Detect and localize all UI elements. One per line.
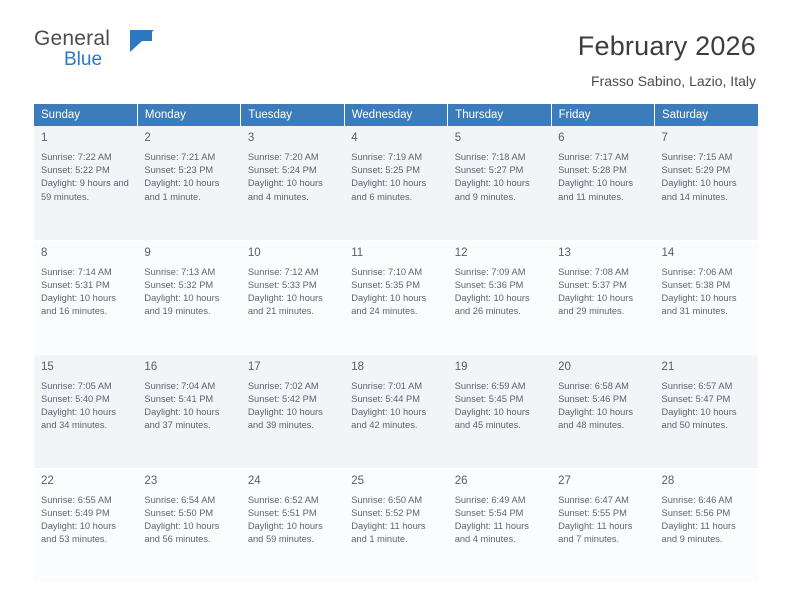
calendar-day-cell[interactable] [137,468,240,582]
sunset-text: Sunset: 5:25 PM [351,165,420,176]
daylight-text: Daylight: 10 hours and 59 minutes. [247,520,323,545]
sunset-text: Sunset: 5:35 PM [351,279,420,290]
calendar-day-cell[interactable] [34,468,137,582]
daylight-text: Daylight: 10 hours and 39 minutes. [247,406,323,431]
sunset-text: Sunset: 5:29 PM [661,165,731,176]
day-number: 11 [351,246,364,259]
day-number: 24 [247,474,261,487]
sunrise-text: Sunrise: 7:05 AM [41,380,112,391]
sunset-text: Sunset: 5:31 PM [41,279,110,290]
daylight-text: Daylight: 10 hours and 31 minutes. [661,292,737,317]
sunrise-text: Sunrise: 6:46 AM [661,494,733,505]
calendar-day-cell[interactable] [448,468,551,582]
sunset-text: Sunset: 5:41 PM [144,393,214,404]
calendar-day-cell[interactable] [344,240,447,354]
sunrise-text: Sunrise: 7:06 AM [661,266,733,277]
daylight-text: Daylight: 10 hours and 16 minutes. [41,292,116,317]
sunset-text: Sunset: 5:28 PM [558,165,627,176]
calendar-day-cell[interactable] [655,354,758,468]
day-number: 27 [558,474,571,487]
sunset-text: Sunset: 5:54 PM [454,507,524,518]
calendar-day-cell[interactable] [241,354,344,468]
calendar-day-cell[interactable] [241,468,344,582]
calendar-day-cell[interactable] [137,240,240,354]
calendar-day-cell[interactable] [551,354,654,468]
sunset-text: Sunset: 5:56 PM [661,507,731,518]
calendar-day-cell[interactable] [448,240,551,354]
calendar-day-cell[interactable] [137,126,240,240]
daylight-text: Daylight: 10 hours and 6 minutes. [351,178,427,202]
sunrise-text: Sunrise: 6:59 AM [454,380,526,391]
sunrise-text: Sunrise: 7:21 AM [144,152,216,162]
sunrise-text: Sunrise: 6:50 AM [351,494,423,505]
calendar-day-cell[interactable] [34,240,137,354]
sunrise-text: Sunrise: 7:20 AM [247,152,319,162]
daylight-text: Daylight: 10 hours and 42 minutes. [351,406,427,431]
calendar-day-cell[interactable] [241,126,344,240]
calendar-day-cell[interactable] [344,468,447,582]
day-number: 8 [41,246,48,259]
day-number: 25 [351,474,365,487]
day-number: 4 [351,132,358,144]
daylight-text: Daylight: 10 hours and 14 minutes. [661,178,737,202]
logo [34,28,174,76]
weekday-header-thursday: Thursday [448,104,551,126]
daylight-text: Daylight: 10 hours and 9 minutes. [454,178,530,202]
daylight-text: Daylight: 11 hours and 9 minutes. [661,520,736,545]
day-number: 28 [661,474,675,487]
daylight-text: Daylight: 10 hours and 1 minute. [144,178,220,202]
sunrise-text: Sunrise: 6:58 AM [558,380,629,391]
sunrise-text: Sunrise: 6:54 AM [144,494,216,505]
sunset-text: Sunset: 5:33 PM [247,279,317,290]
sunset-text: Sunset: 5:23 PM [144,165,214,176]
daylight-text: Daylight: 10 hours and 26 minutes. [454,292,530,317]
daylight-text: Daylight: 9 hours and 59 minutes. [41,178,129,202]
logo-text-primary: General [34,27,111,50]
calendar-day-cell[interactable] [448,126,551,240]
daylight-text: Daylight: 10 hours and 56 minutes. [144,520,220,545]
daylight-text: Daylight: 10 hours and 37 minutes. [144,406,220,431]
sunset-text: Sunset: 5:32 PM [144,279,214,290]
day-number: 18 [351,360,365,373]
calendar-day-cell[interactable] [655,468,758,582]
daylight-text: Daylight: 10 hours and 45 minutes. [454,406,530,431]
day-number: 17 [247,360,261,373]
daylight-text: Daylight: 11 hours and 7 minutes. [558,520,633,545]
calendar-table [34,104,758,583]
daylight-text: Daylight: 10 hours and 29 minutes. [558,292,634,317]
sunrise-text: Sunrise: 7:13 AM [144,266,216,277]
daylight-text: Daylight: 11 hours and 4 minutes. [454,520,529,545]
day-number: 12 [454,246,468,259]
sunset-text: Sunset: 5:47 PM [661,393,731,404]
sunset-text: Sunset: 5:40 PM [41,393,110,404]
sunrise-text: Sunrise: 6:57 AM [661,380,733,391]
calendar-day-cell[interactable] [655,126,758,240]
sunrise-text: Sunrise: 6:55 AM [41,494,112,505]
day-number: 6 [558,132,565,144]
daylight-text: Daylight: 10 hours and 48 minutes. [558,406,634,431]
calendar-day-cell[interactable] [551,126,654,240]
page-header [0,0,792,90]
sunset-text: Sunset: 5:52 PM [351,507,420,518]
sunrise-text: Sunrise: 6:49 AM [454,494,526,505]
day-number: 10 [247,246,261,259]
sunset-text: Sunset: 5:44 PM [351,393,420,404]
sunrise-text: Sunrise: 7:10 AM [351,266,423,277]
sunrise-text: Sunrise: 7:17 AM [558,152,629,162]
calendar-day-cell[interactable] [551,468,654,582]
day-number: 15 [41,360,54,373]
sunrise-text: Sunrise: 7:09 AM [454,266,526,277]
day-number: 20 [558,360,571,373]
weekday-header-friday: Friday [551,104,654,126]
daylight-text: Daylight: 10 hours and 4 minutes. [247,178,323,202]
daylight-text: Daylight: 10 hours and 24 minutes. [351,292,427,317]
sunset-text: Sunset: 5:42 PM [247,393,317,404]
calendar-day-cell[interactable] [655,240,758,354]
daylight-text: Daylight: 10 hours and 50 minutes. [661,406,737,431]
calendar-week-row [34,126,758,240]
sunrise-text: Sunrise: 7:02 AM [247,380,319,391]
logo-text-secondary: Blue [64,49,103,70]
calendar-day-cell[interactable] [551,240,654,354]
sunrise-text: Sunrise: 7:08 AM [558,266,629,277]
daylight-text: Daylight: 10 hours and 21 minutes. [247,292,323,317]
sunrise-text: Sunrise: 7:04 AM [144,380,216,391]
sunrise-text: Sunrise: 7:15 AM [661,152,733,162]
day-number: 22 [41,474,54,487]
sunset-text: Sunset: 5:37 PM [558,279,627,290]
day-number: 3 [247,132,255,144]
sunset-text: Sunset: 5:24 PM [247,165,317,176]
weekday-header-row [34,104,758,126]
sunrise-text: Sunrise: 6:47 AM [558,494,629,505]
logo-flag-corner-icon [130,30,154,52]
calendar-day-cell[interactable] [34,354,137,468]
page-title: February 2026 [577,31,756,61]
day-number: 16 [144,360,158,373]
day-number: 7 [661,132,668,144]
weekday-header-monday: Monday [137,104,240,126]
day-number: 1 [41,132,48,144]
calendar-week-row [34,468,758,582]
sunset-text: Sunset: 5:49 PM [41,507,110,518]
daylight-text: Daylight: 10 hours and 11 minutes. [558,178,634,202]
weekday-header-wednesday: Wednesday [344,104,447,126]
sunrise-text: Sunrise: 7:19 AM [351,152,423,162]
sunset-text: Sunset: 5:22 PM [41,165,110,176]
day-number: 5 [454,132,462,144]
calendar-day-cell[interactable] [137,354,240,468]
calendar-day-cell[interactable] [34,126,137,240]
sunrise-text: Sunrise: 7:22 AM [41,152,112,162]
day-number: 13 [558,246,571,259]
daylight-text: Daylight: 10 hours and 34 minutes. [41,406,116,431]
weekday-header-tuesday: Tuesday [241,104,344,126]
location-subtitle: Frasso Sabino, Lazio, Italy [591,73,756,89]
calendar-week-row [34,354,758,468]
calendar-day-cell[interactable] [344,126,447,240]
day-number: 2 [144,132,151,144]
sunset-text: Sunset: 5:38 PM [661,279,731,290]
calendar-week-row [34,240,758,354]
weekday-header-sunday: Sunday [34,104,137,126]
day-number: 9 [144,246,151,259]
day-number: 23 [144,474,158,487]
sunrise-text: Sunrise: 7:18 AM [454,152,526,162]
sunset-text: Sunset: 5:50 PM [144,507,214,518]
title-block [174,28,756,90]
day-number: 19 [454,360,468,373]
sunset-text: Sunset: 5:45 PM [454,393,524,404]
sunset-text: Sunset: 5:55 PM [558,507,627,518]
calendar-day-cell[interactable] [344,354,447,468]
sunrise-text: Sunrise: 7:01 AM [351,380,423,391]
sunrise-text: Sunrise: 7:14 AM [41,266,112,277]
weekday-header-saturday: Saturday [655,104,758,126]
daylight-text: Daylight: 10 hours and 19 minutes. [144,292,220,317]
sunset-text: Sunset: 5:27 PM [454,165,524,176]
day-number: 21 [661,360,675,373]
day-number: 26 [454,474,468,487]
sunset-text: Sunset: 5:46 PM [558,393,627,404]
day-number: 14 [661,246,675,259]
daylight-text: Daylight: 10 hours and 53 minutes. [41,520,116,545]
sunrise-text: Sunrise: 6:52 AM [247,494,319,505]
sunset-text: Sunset: 5:51 PM [247,507,317,518]
sunset-text: Sunset: 5:36 PM [454,279,524,290]
calendar-day-cell[interactable] [448,354,551,468]
sunrise-text: Sunrise: 7:12 AM [247,266,319,277]
calendar-day-cell[interactable] [241,240,344,354]
daylight-text: Daylight: 11 hours and 1 minute. [351,520,426,545]
